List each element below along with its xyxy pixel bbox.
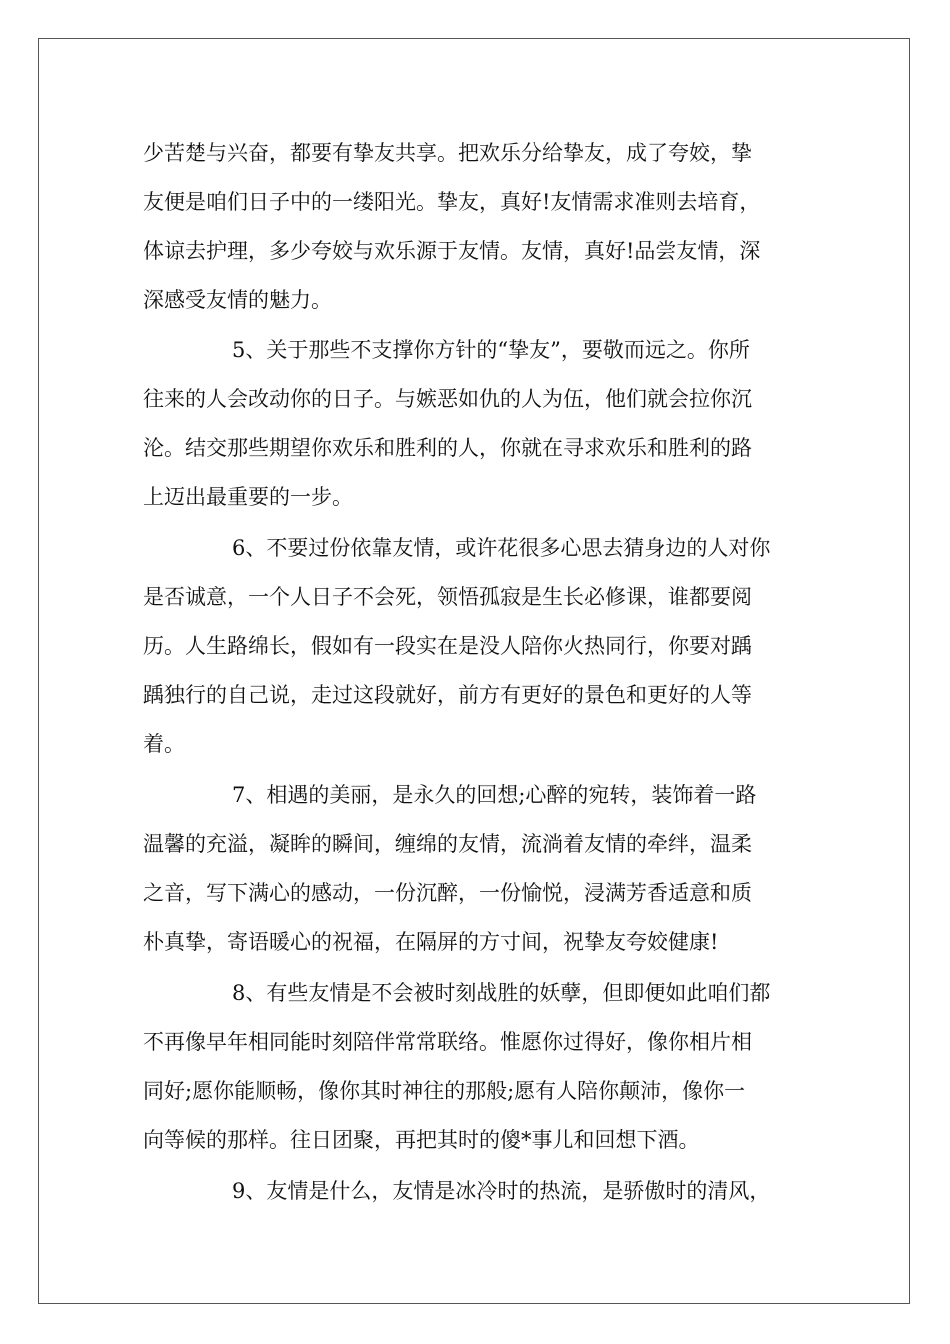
text-line: 同好;愿你能顺畅，像你其时神往的那般;愿有人陪你颠沛，像你一 bbox=[143, 1079, 746, 1103]
paragraph-7-first-line: 7、相遇的美丽，是永久的回想;心醉的宛转，装饰着一路 bbox=[232, 783, 757, 807]
text-line: 体谅去护理，多少夸姣与欢乐源于友情。友情，真好!品尝友情，深 bbox=[143, 239, 761, 263]
paragraph-9-first-line: 9、友情是什么，友情是冰冷时的热流，是骄傲时的清风， bbox=[232, 1179, 771, 1203]
text-line: 友便是咱们日子中的一缕阳光。挚友，真好!友情需求准则去培育， bbox=[143, 190, 761, 214]
paragraph-6-first-line: 6、不要过份依靠友情，或许花很多心思去猜身边的人对你 bbox=[232, 536, 771, 560]
text-line: 温馨的充溢，凝眸的瞬间，缠绵的友情，流淌着友情的牵绊，温柔 bbox=[143, 832, 752, 856]
text-line: 踽独行的自己说，走过这段就好，前方有更好的景色和更好的人等 bbox=[143, 683, 752, 707]
text-line: 朴真挚，寄语暖心的祝福，在隔屏的方寸间，祝挚友夸姣健康! bbox=[143, 930, 719, 954]
text-line: 深感受友情的魅力。 bbox=[143, 288, 332, 312]
text-line: 往来的人会改动你的日子。与嫉恶如仇的人为伍，他们就会拉你沉 bbox=[143, 387, 752, 411]
text-line: 不再像早年相同能时刻陪伴常常联络。惟愿你过得好，像你相片相 bbox=[143, 1030, 752, 1054]
text-line: 之音，写下满心的感动，一份沉醉，一份愉悦，浸满芳香适意和质 bbox=[143, 881, 752, 905]
text-line: 向等候的那样。往日团聚，再把其时的傻*事儿和回想下酒。 bbox=[143, 1128, 700, 1152]
text-line: 着。 bbox=[143, 732, 185, 756]
paragraph-8-first-line: 8、有些友情是不会被时刻战胜的妖孽，但即便如此咱们都 bbox=[232, 981, 771, 1005]
text-line: 历。人生路绵长，假如有一段实在是没人陪你火热同行，你要对踽 bbox=[143, 634, 752, 658]
paragraph-5-first-line: 5、关于那些不支撑你方针的“挚友”，要敬而远之。你所 bbox=[232, 338, 750, 362]
text-line: 少苦楚与兴奋，都要有挚友共享。把欢乐分给挚友，成了夸姣，挚 bbox=[143, 141, 752, 165]
text-line: 沦。结交那些期望你欢乐和胜利的人，你就在寻求欢乐和胜利的路 bbox=[143, 436, 752, 460]
text-line: 上迈出最重要的一步。 bbox=[143, 485, 353, 509]
text-line: 是否诚意，一个人日子不会死，领悟孤寂是生长必修课，谁都要阅 bbox=[143, 585, 752, 609]
